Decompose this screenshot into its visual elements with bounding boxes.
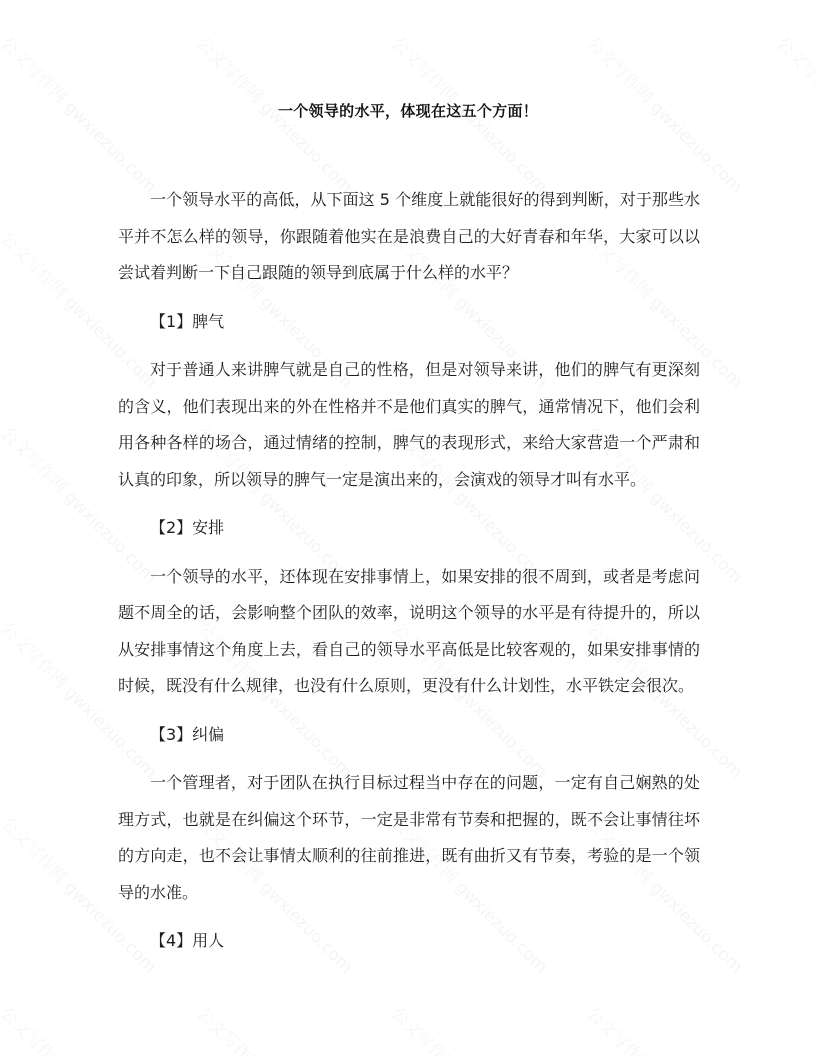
watermark	[0, 1000, 164, 1056]
section-heading-4: 【4】用人	[150, 931, 225, 950]
watermark	[582, 1000, 749, 1056]
section-heading-2: 【2】安排	[150, 518, 225, 537]
watermark	[387, 1000, 554, 1056]
intro-paragraph: 一个领导水平的高低，从下面这 5 个维度上就能很好的得到判断，对于那些水平并不怎么样的领导，你跟随着他实在是浪费自己的大好青春和年华，大家可以以尝试着判断一下自己跟随的领导到底属于什么样的水平？	[118, 190, 700, 282]
section-heading-1: 【1】脾气	[150, 311, 225, 331]
section-body-3: 一个管理者，对于团队在执行目标过程当中存在的问题，一定有自己娴熟的处理方式，也就是在纠偏这个环节，一定是非常有节奏和把握的，既不会让事情往坏的方向走，也不会让事情太顺利的往前推进，既有曲折又有节奏，考验的是一个领导的水准。	[118, 773, 700, 902]
section-body-2: 一个领导的水平，还体现在安排事情上，如果安排的很不周到，或者是考虑问题不周全的话，会影响整个团队的效率，说明这个领导的水平是有待提升的，所以从安排事情这个角度上去，看自己的领导水平高低是比较客观的，如果安排事情的时候，既没有什么规律，也没有什么原则，更没有什么计划性，水平铁定会很次。	[118, 566, 700, 695]
document-title: 一个领导的水平，体现在这五个方面！	[277, 102, 539, 120]
section-heading-3: 【3】纠偏	[150, 724, 225, 744]
section-body-1: 对于普通人来讲脾气就是自己的性格，但是对领导来讲，他们的脾气有更深刻的含义，他们表现出来的外在性格并不是他们真实的脾气，通常情况下，他们会利用各种各样的场合，通过情绪的控制，脾气的表现形式，来给大家营造一个严肃和认真的印象，所以领导的脾气一定是演出来的，会演戏的领导才叫有水平。	[118, 360, 700, 489]
document-body	[118, 182, 700, 960]
watermark	[192, 1000, 359, 1056]
